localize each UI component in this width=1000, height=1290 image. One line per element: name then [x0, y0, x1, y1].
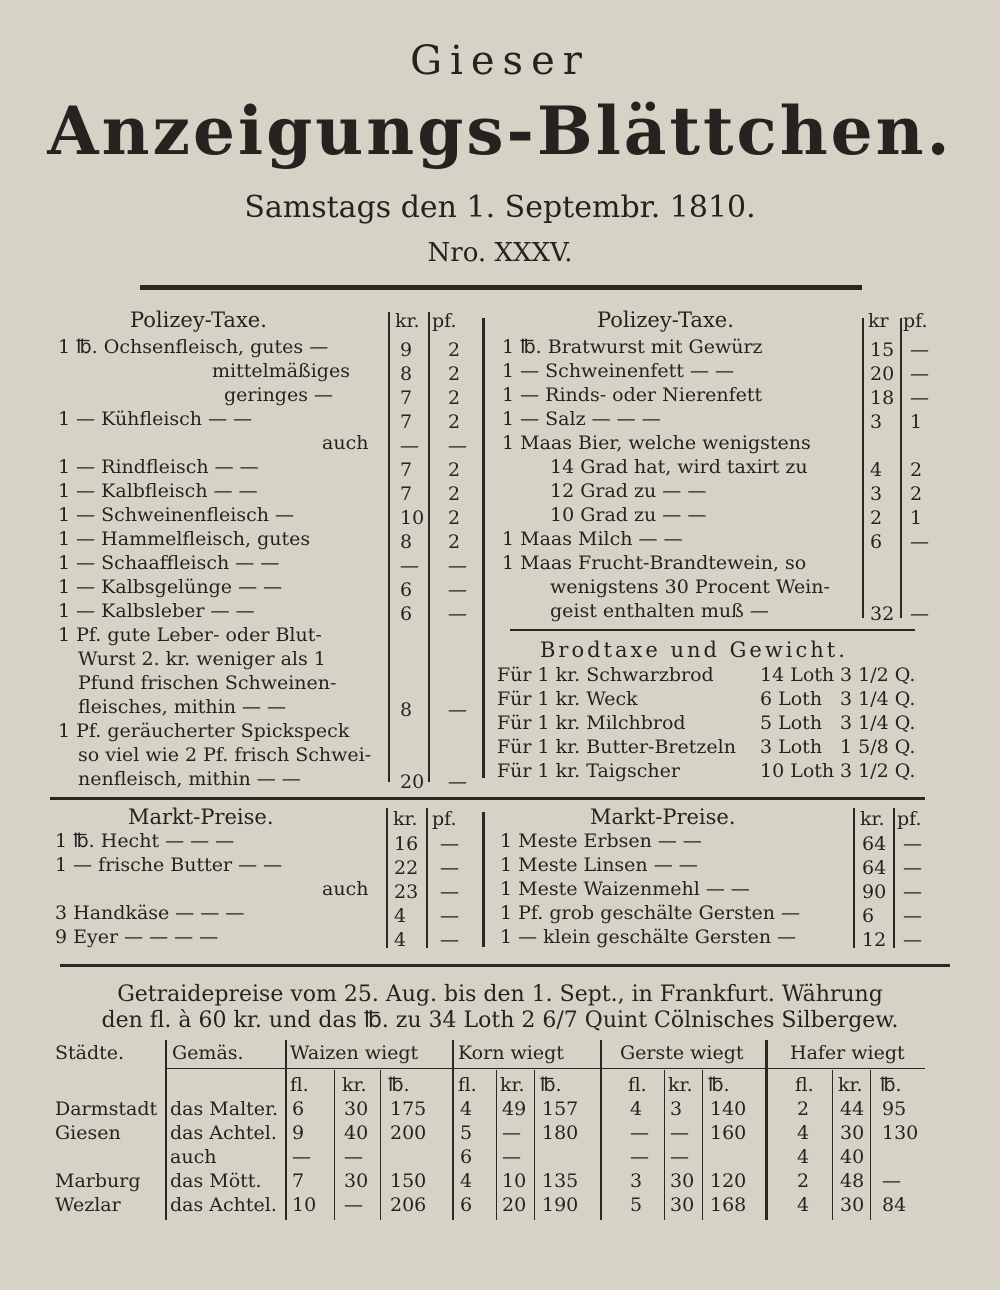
- grain-unit: fl.: [458, 1074, 477, 1096]
- market-row-kr: 64: [862, 857, 887, 879]
- tax-row-label: fleisches, mithin — —: [78, 696, 287, 718]
- market-row-kr: 12: [862, 929, 887, 951]
- tax-row-label: wenigstens 30 Procent Wein-: [550, 576, 830, 598]
- grain-cell: 150: [390, 1170, 427, 1192]
- column-divider: [482, 318, 485, 778]
- tax-row-kr: 8: [400, 699, 413, 721]
- grain-unit: kr.: [668, 1074, 693, 1096]
- grain-col-rule: [165, 1040, 167, 1220]
- bread-row-quint: 3 1/4 Q.: [840, 688, 916, 710]
- grain-cell: —: [502, 1122, 521, 1144]
- grain-cell: 9: [292, 1122, 305, 1144]
- tax-row-label: 1 Maas Frucht-Brandtewein, so: [502, 552, 807, 574]
- market-row-kr: 64: [862, 833, 887, 855]
- tax-row-label: Pfund frischen Schweinen-: [78, 672, 337, 694]
- col-rule: [386, 808, 388, 948]
- grain-cell: 130: [882, 1122, 919, 1144]
- tax-row-label: 1 Pf. geräucherter Spickspeck: [58, 720, 350, 742]
- grain-cell: 84: [882, 1194, 907, 1216]
- market-row-pf: —: [440, 905, 459, 927]
- tax-row-label: 1 — Rindfleisch — —: [58, 456, 259, 478]
- section-title: Markt-Preise.: [128, 805, 274, 829]
- col-rule: [862, 318, 864, 618]
- bread-row-label: Für 1 kr. Milchbrod: [497, 712, 686, 734]
- tax-row-pf: —: [910, 531, 929, 553]
- grain-cell: 30: [840, 1122, 865, 1144]
- grain-cell: 206: [390, 1194, 427, 1216]
- grain-cell: 4: [797, 1122, 810, 1144]
- grain-cell: 30: [670, 1170, 695, 1192]
- grain-cell: 6: [292, 1098, 305, 1120]
- bread-row-quint: 3 1/2 Q.: [840, 760, 916, 782]
- grain-unit: ℔.: [880, 1074, 902, 1096]
- grain-header: Städte.: [55, 1042, 125, 1064]
- grain-cell: 30: [344, 1170, 369, 1192]
- grain-cell: —: [670, 1122, 689, 1144]
- grain-cell: 160: [710, 1122, 747, 1144]
- tax-row-label: geringes —: [224, 384, 333, 406]
- market-row-pf: —: [903, 833, 922, 855]
- bread-row-weight: 5 Loth: [760, 712, 823, 734]
- grain-cell: 4: [797, 1194, 810, 1216]
- col-kr: kr.: [860, 808, 885, 830]
- market-row-kr: 90: [862, 881, 887, 903]
- col-kr: kr.: [395, 310, 420, 332]
- grain-cell: —: [502, 1146, 521, 1168]
- issue-number: Nro. XXXV.: [427, 238, 573, 268]
- market-row-label: 1 ℔. Hecht — — —: [55, 830, 235, 852]
- tax-row-kr: 20: [400, 771, 425, 793]
- tax-row-kr: 7: [400, 483, 413, 505]
- grain-unit: kr.: [342, 1074, 367, 1096]
- tax-row-label: auch: [322, 432, 369, 454]
- tax-row-kr: —: [400, 435, 419, 457]
- section-title: Polizey-Taxe.: [130, 308, 267, 332]
- bread-row-quint: 3 1/4 Q.: [840, 712, 916, 734]
- tax-row-label: Wurst 2. kr. weniger als 1: [78, 648, 326, 670]
- section-title: Brodtaxe und Gewicht.: [540, 638, 848, 662]
- grain-cell: —: [344, 1146, 363, 1168]
- grain-cell: 30: [840, 1194, 865, 1216]
- col-rule: [853, 808, 855, 948]
- market-row-label: 3 Handkäse — — —: [55, 902, 245, 924]
- tax-row-label: so viel wie 2 Pf. frisch Schwei-: [78, 744, 372, 766]
- tax-row-label: 1 — Salz — — —: [502, 408, 661, 430]
- grain-cell: —: [630, 1146, 649, 1168]
- col-pf: pf.: [432, 310, 457, 332]
- grain-cell: 10: [292, 1194, 317, 1216]
- grain-cell: 175: [390, 1098, 427, 1120]
- grain-cell: 168: [710, 1194, 747, 1216]
- grain-cell: 190: [542, 1194, 579, 1216]
- tax-row-label: 10 Grad zu — —: [550, 504, 707, 526]
- market-row-label: 1 Meste Waizenmehl — —: [500, 878, 750, 900]
- grain-col-rule: [870, 1070, 871, 1220]
- col-rule: [388, 312, 390, 782]
- grain-cell: —: [882, 1170, 901, 1192]
- bread-row-label: Für 1 kr. Weck: [497, 688, 638, 710]
- grain-measure: das Malter.: [170, 1098, 279, 1120]
- market-row-kr: 23: [394, 881, 419, 903]
- section-rule: [60, 964, 950, 967]
- grain-measure: das Achtel.: [170, 1194, 277, 1216]
- tax-row-kr: 9: [400, 339, 413, 361]
- grain-intro-line2: den fl. à 60 kr. und das ℔. zu 34 Loth 2 6/7 Quint Cölnisches Silbergew.: [101, 1008, 899, 1033]
- grain-col-rule: [452, 1040, 454, 1220]
- col-kr: kr: [868, 310, 889, 332]
- grain-cell: —: [630, 1122, 649, 1144]
- tax-row-label: 1 — Schaaffleisch — —: [58, 552, 280, 574]
- grain-cell: 2: [797, 1098, 810, 1120]
- grain-cell: 5: [630, 1194, 643, 1216]
- tax-row-pf: —: [448, 555, 467, 577]
- tax-row-label: 1 Maas Milch — —: [502, 528, 683, 550]
- section-rule: [510, 629, 915, 631]
- grain-cell: 49: [502, 1098, 527, 1120]
- tax-row-kr: 7: [400, 411, 413, 433]
- grain-header: Korn wiegt: [458, 1042, 564, 1064]
- market-row-pf: —: [903, 857, 922, 879]
- column-divider: [482, 812, 485, 947]
- tax-row-kr: 32: [870, 603, 895, 625]
- grain-cell: 10: [502, 1170, 527, 1192]
- tax-row-label: 1 Maas Bier, welche wenigstens: [502, 432, 811, 454]
- market-row-kr: 4: [394, 929, 407, 951]
- grain-city: Marburg: [55, 1170, 141, 1192]
- grain-cell: 40: [840, 1146, 865, 1168]
- tax-row-pf: 2: [448, 483, 461, 505]
- grain-cell: 95: [882, 1098, 907, 1120]
- grain-cell: 40: [344, 1122, 369, 1144]
- grain-header: Waizen wiegt: [290, 1042, 419, 1064]
- tax-row-pf: 2: [448, 507, 461, 529]
- grain-cell: 7: [292, 1170, 305, 1192]
- bread-row-weight: 14 Loth: [760, 664, 835, 686]
- grain-cell: —: [344, 1194, 363, 1216]
- grain-unit: kr.: [838, 1074, 863, 1096]
- tax-row-pf: 1: [910, 507, 923, 529]
- col-pf: pf.: [432, 808, 457, 830]
- market-row-pf: —: [440, 881, 459, 903]
- market-row-kr: 4: [394, 905, 407, 927]
- grain-city: Darmstadt: [55, 1098, 158, 1120]
- tax-row-pf: —: [448, 603, 467, 625]
- tax-row-label: 1 — Kalbsleber — —: [58, 600, 255, 622]
- market-row-pf: —: [440, 929, 459, 951]
- col-rule: [893, 808, 895, 948]
- grain-cell: 157: [542, 1098, 579, 1120]
- tax-row-label: 1 Pf. gute Leber- oder Blut-: [58, 624, 322, 646]
- grain-cell: 44: [840, 1098, 865, 1120]
- tax-row-pf: —: [910, 387, 929, 409]
- tax-row-pf: 2: [448, 387, 461, 409]
- tax-row-kr: 15: [870, 339, 895, 361]
- grain-cell: 6: [460, 1146, 473, 1168]
- bread-row-quint: 1 5/8 Q.: [840, 736, 916, 758]
- tax-row-pf: 2: [448, 531, 461, 553]
- tax-row-pf: 2: [910, 483, 923, 505]
- grain-col-rule: [496, 1070, 497, 1220]
- tax-row-kr: 3: [870, 411, 883, 433]
- grain-col-rule: [380, 1070, 381, 1220]
- grain-header: Hafer wiegt: [790, 1042, 905, 1064]
- grain-header: Gemäs.: [172, 1042, 244, 1064]
- grain-cell: —: [670, 1146, 689, 1168]
- grain-cell: 4: [460, 1170, 473, 1192]
- tax-row-pf: —: [448, 699, 467, 721]
- grain-intro-line1: Getraidepreise vom 25. Aug. bis den 1. Sept., in Frankfurt. Währung: [117, 982, 883, 1007]
- market-row-label: 1 Pf. grob geschälte Gersten —: [500, 902, 801, 924]
- grain-measure: auch: [170, 1146, 217, 1168]
- tax-row-kr: —: [400, 555, 419, 577]
- bread-row-weight: 10 Loth: [760, 760, 835, 782]
- masthead-prefix: Gieser: [410, 38, 590, 84]
- tax-row-label: 1 ℔. Ochsenfleisch, gutes —: [58, 336, 329, 358]
- grain-cell: 140: [710, 1098, 747, 1120]
- market-row-kr: 22: [394, 857, 419, 879]
- grain-unit: fl.: [628, 1074, 647, 1096]
- tax-row-kr: 3: [870, 483, 883, 505]
- grain-cell: 120: [710, 1170, 747, 1192]
- section-title: Markt-Preise.: [590, 805, 736, 829]
- grain-cell: 2: [797, 1170, 810, 1192]
- market-row-pf: —: [440, 857, 459, 879]
- issue-date: Samstags den 1. Septembr. 1810.: [244, 190, 756, 225]
- col-rule: [900, 318, 902, 618]
- tax-row-label: 1 ℔. Bratwurst mit Gewürz: [502, 336, 763, 358]
- grain-cell: 4: [630, 1098, 643, 1120]
- tax-row-pf: 2: [448, 339, 461, 361]
- grain-col-rule: [285, 1040, 287, 1220]
- grain-cell: 48: [840, 1170, 865, 1192]
- tax-row-kr: 6: [870, 531, 883, 553]
- market-row-pf: —: [440, 833, 459, 855]
- grain-cell: —: [292, 1146, 311, 1168]
- grain-cell: 30: [670, 1194, 695, 1216]
- col-kr: kr.: [393, 808, 418, 830]
- market-row-pf: —: [903, 905, 922, 927]
- grain-cell: 200: [390, 1122, 427, 1144]
- grain-cell: 135: [542, 1170, 579, 1192]
- grain-col-rule: [664, 1070, 665, 1220]
- tax-row-kr: 2: [870, 507, 883, 529]
- tax-row-pf: —: [448, 435, 467, 457]
- grain-city: Wezlar: [55, 1194, 121, 1216]
- tax-row-pf: —: [910, 339, 929, 361]
- tax-row-kr: 10: [400, 507, 425, 529]
- tax-row-pf: 2: [448, 459, 461, 481]
- grain-cell: 4: [460, 1098, 473, 1120]
- grain-unit: kr.: [500, 1074, 525, 1096]
- market-row-pf: —: [903, 881, 922, 903]
- tax-row-pf: 2: [448, 411, 461, 433]
- tax-row-kr: 7: [400, 459, 413, 481]
- bread-row-quint: 3 1/2 Q.: [840, 664, 916, 686]
- masthead-title: Anzeigungs-Blättchen.: [47, 92, 953, 170]
- grain-cell: 5: [460, 1122, 473, 1144]
- market-row-label: 9 Eyer — — — —: [55, 926, 219, 948]
- col-pf: pf.: [903, 310, 928, 332]
- grain-cell: 20: [502, 1194, 527, 1216]
- grain-col-rule: [765, 1040, 768, 1220]
- grain-cell: 3: [670, 1098, 683, 1120]
- tax-row-label: 12 Grad zu — —: [550, 480, 707, 502]
- bread-row-label: Für 1 kr. Taigscher: [497, 760, 680, 782]
- tax-row-pf: 1: [910, 411, 923, 433]
- bread-row-label: Für 1 kr. Schwarzbrod: [497, 664, 714, 686]
- market-row-kr: 16: [394, 833, 419, 855]
- tax-row-pf: —: [910, 603, 929, 625]
- grain-unit: fl.: [290, 1074, 309, 1096]
- tax-row-label: geist enthalten muß —: [550, 600, 769, 622]
- grain-col-rule: [600, 1040, 602, 1220]
- market-row-label: auch: [322, 878, 369, 900]
- grain-header: Gerste wiegt: [620, 1042, 744, 1064]
- tax-row-label: 1 — Kühfleisch — —: [58, 408, 253, 430]
- grain-city: Giesen: [55, 1122, 121, 1144]
- section-title: Polizey-Taxe.: [597, 308, 734, 332]
- grain-cell: 180: [542, 1122, 579, 1144]
- grain-col-rule: [832, 1070, 833, 1220]
- col-rule: [428, 312, 430, 782]
- grain-cell: 30: [344, 1098, 369, 1120]
- section-rule: [50, 797, 925, 800]
- grain-unit: ℔.: [540, 1074, 562, 1096]
- tax-row-label: 1 — Kalbsgelünge — —: [58, 576, 283, 598]
- grain-cell: 6: [460, 1194, 473, 1216]
- tax-row-label: 1 — Schweinenfett — —: [502, 360, 734, 382]
- tax-row-label: 14 Grad hat, wird taxirt zu: [550, 456, 808, 478]
- tax-row-pf: —: [910, 363, 929, 385]
- tax-row-kr: 20: [870, 363, 895, 385]
- tax-row-kr: 7: [400, 387, 413, 409]
- tax-row-kr: 6: [400, 579, 413, 601]
- bread-row-weight: 6 Loth: [760, 688, 823, 710]
- tax-row-label: nenfleisch, mithin — —: [78, 768, 301, 790]
- market-row-label: 1 Meste Erbsen — —: [500, 830, 702, 852]
- tax-row-pf: 2: [448, 363, 461, 385]
- grain-col-rule: [534, 1070, 535, 1220]
- tax-row-pf: —: [448, 579, 467, 601]
- grain-unit: fl.: [795, 1074, 814, 1096]
- tax-row-label: 1 — Kalbfleisch — —: [58, 480, 258, 502]
- tax-row-kr: 4: [870, 459, 883, 481]
- grain-unit: ℔.: [708, 1074, 730, 1096]
- bread-row-label: Für 1 kr. Butter-Bretzeln: [497, 736, 736, 758]
- bread-row-weight: 3 Loth: [760, 736, 823, 758]
- tax-row-kr: 8: [400, 531, 413, 553]
- grain-col-rule: [702, 1070, 703, 1220]
- market-row-label: 1 — klein geschälte Gersten —: [500, 926, 797, 948]
- grain-cell: 3: [630, 1170, 643, 1192]
- tax-row-kr: 18: [870, 387, 895, 409]
- grain-col-rule: [334, 1070, 335, 1220]
- masthead-rule: [140, 285, 862, 290]
- grain-measure: das Achtel.: [170, 1122, 277, 1144]
- tax-row-pf: 2: [910, 459, 923, 481]
- tax-row-kr: 8: [400, 363, 413, 385]
- market-row-label: 1 Meste Linsen — —: [500, 854, 698, 876]
- tax-row-kr: 6: [400, 603, 413, 625]
- col-rule: [426, 808, 428, 948]
- market-row-kr: 6: [862, 905, 875, 927]
- tax-row-label: 1 — Hammelfleisch, gutes: [58, 528, 311, 550]
- grain-unit: ℔.: [388, 1074, 410, 1096]
- grain-header-rule: [165, 1068, 925, 1069]
- grain-cell: 4: [797, 1146, 810, 1168]
- tax-row-label: mittelmäßiges: [212, 360, 350, 382]
- grain-measure: das Mött.: [170, 1170, 262, 1192]
- tax-row-label: 1 — Rinds- oder Nierenfett: [502, 384, 763, 406]
- market-row-label: 1 — frische Butter — —: [55, 854, 283, 876]
- col-pf: pf.: [897, 808, 922, 830]
- market-row-pf: —: [903, 929, 922, 951]
- tax-row-label: 1 — Schweinenfleisch —: [58, 504, 295, 526]
- tax-row-pf: —: [448, 771, 467, 793]
